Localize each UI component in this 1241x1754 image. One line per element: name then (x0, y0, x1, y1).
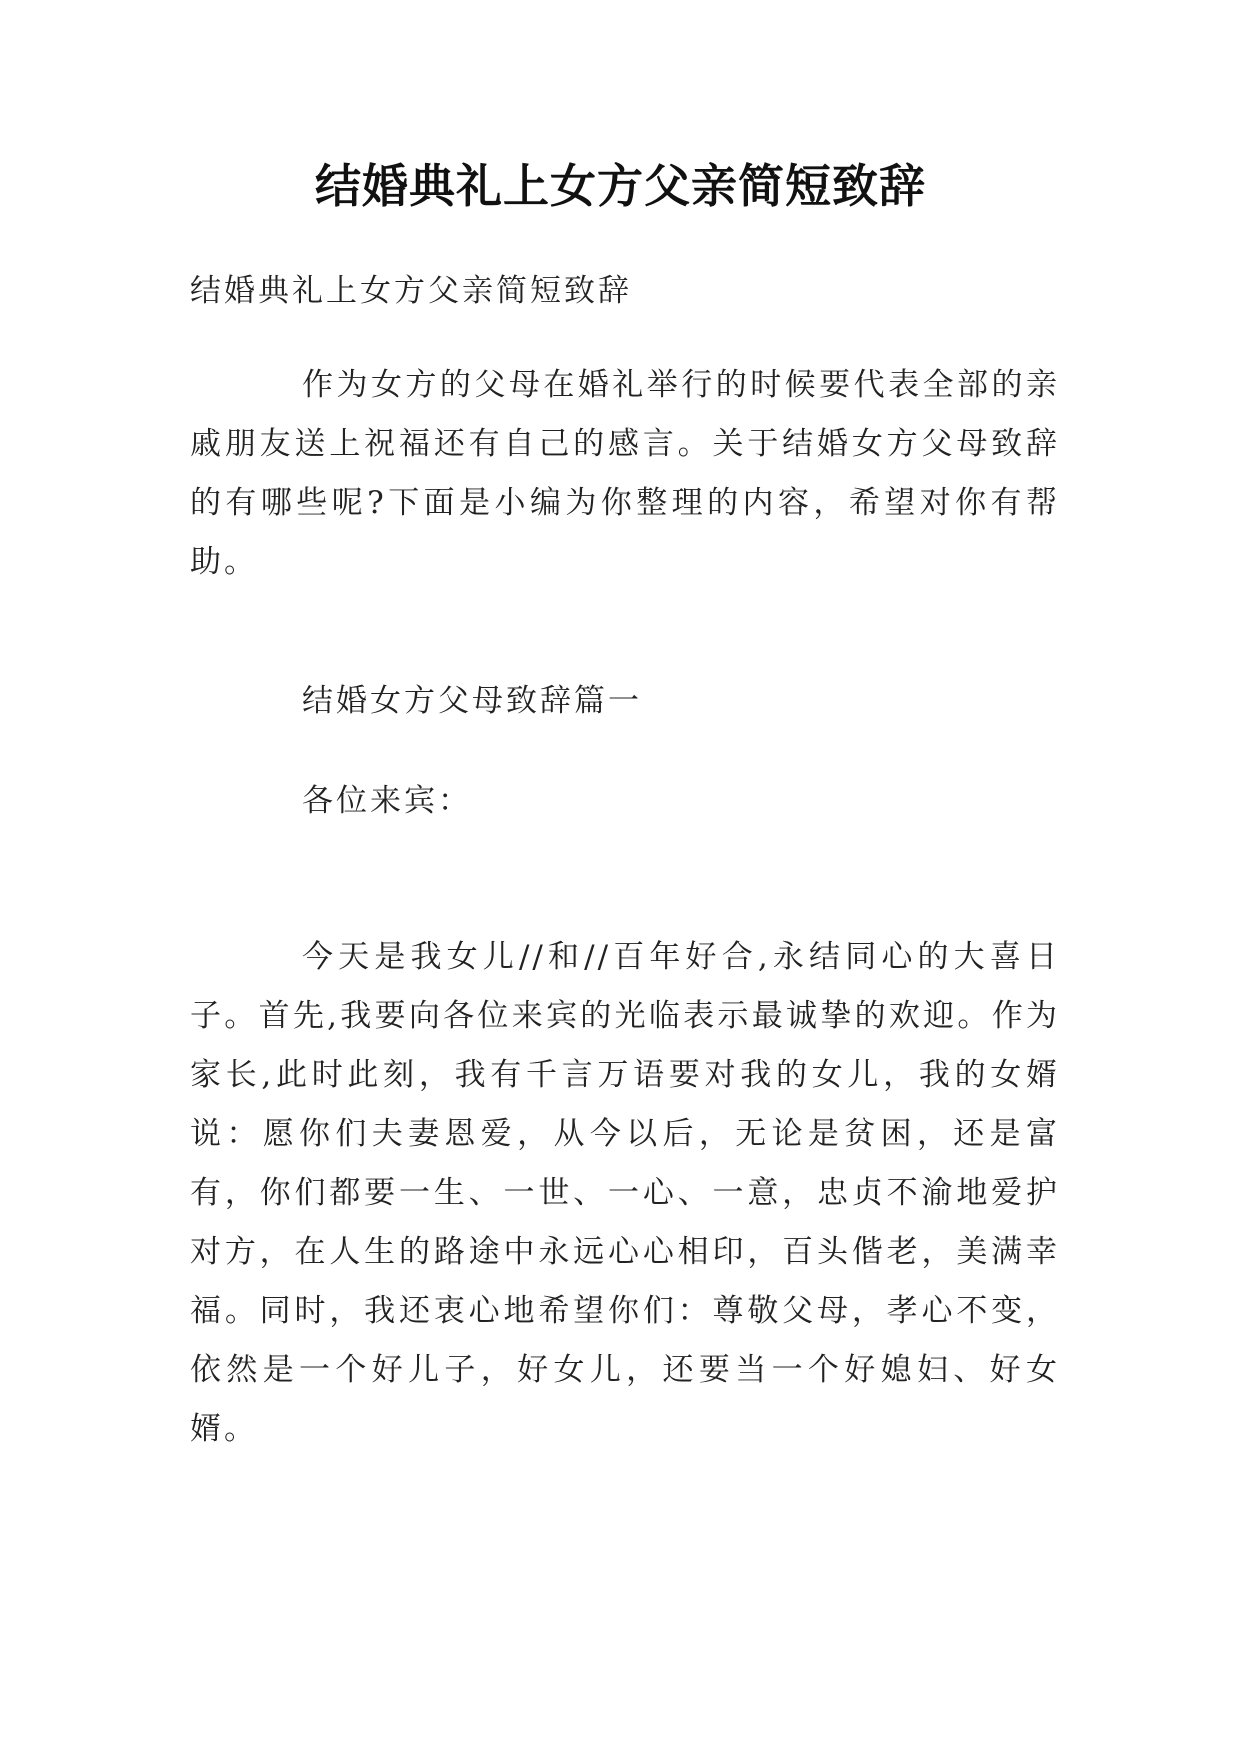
speech-body-paragraph: 今天是我女儿//和//百年好合,永结同心的大喜日子。首先,我要向各位来宾的光临表示最诚挚的欢迎。作为家长,此时此刻，我有千言万语要对我的女儿，我的女婿说：愿你们夫妻恩爱，从今以后，无论是贫困，还是富有，你们都要一生、一世、一心、一意，忠贞不渝地爱护对方，在人生的路途中永远心心相印，百头偕老，美满幸福。同时，我还衷心地希望你们：尊敬父母，孝心不变，依然是一个好儿子，好女儿，还要当一个好媳妇、好女婿。 (190, 939, 1060, 1447)
greeting-line: 各位来宾： (302, 783, 472, 819)
intro-paragraph: 作为女方的父母在婚礼举行的时候要代表全部的亲戚朋友送上祝福还有自己的感言。关于结婚女方父母致辞的有哪些呢?下面是小编为你整理的内容，希望对你有帮助。 (190, 367, 1060, 580)
document-title: 结婚典礼上女方父亲简短致辞 (315, 159, 926, 213)
section-heading: 结婚女方父母致辞篇一 (302, 683, 642, 719)
document-subtitle: 结婚典礼上女方父亲简短致辞 (190, 273, 632, 309)
